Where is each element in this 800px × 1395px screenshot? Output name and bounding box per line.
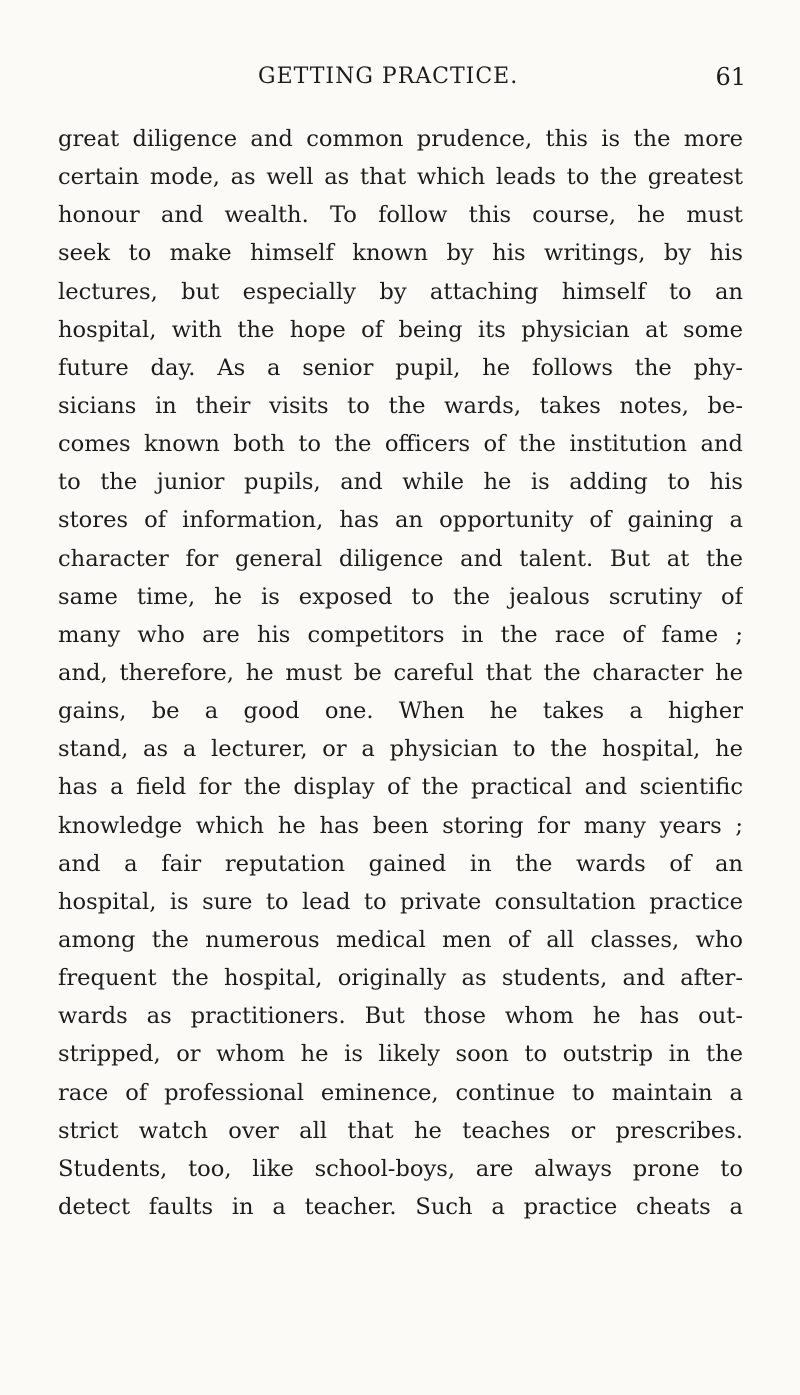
chapter-heading: GETTING PRACTICE. bbox=[258, 64, 519, 89]
running-head bbox=[0, 62, 800, 102]
text-line: great diligence and common prudence, this is the more bbox=[58, 126, 743, 152]
text-line: knowledge which he has been storing for many years ; bbox=[58, 812, 743, 839]
text-line: stand, as a lecturer, or a physician to the hospital, he bbox=[58, 736, 743, 763]
text-line: detect faults in a teacher. Such a practice cheats a bbox=[58, 1193, 743, 1220]
text-line: wards as practitioners. But those whom he has out- bbox=[58, 1003, 743, 1030]
text-line: future day. As a senior pupil, he follows the phy- bbox=[58, 354, 743, 381]
text-line: strict watch over all that he teaches or prescribes. bbox=[58, 1117, 743, 1144]
text-line: frequent the hospital, originally as students, and after- bbox=[58, 965, 743, 992]
text-line: among the numerous medical men of all classes, who bbox=[58, 926, 743, 953]
text-line: stripped, or whom he is likely soon to outstrip in the bbox=[58, 1041, 743, 1068]
text-line: certain mode, as well as that which leads to the greatest bbox=[58, 164, 743, 191]
text-line: hospital, with the hope of being its physician at some bbox=[58, 316, 743, 343]
text-line: and a fair reputation gained in the wards of an bbox=[58, 850, 743, 877]
body-text bbox=[58, 120, 743, 1226]
text-line: honour and wealth. To follow this course, he must bbox=[58, 202, 743, 229]
text-line: many who are his competitors in the race of fame ; bbox=[58, 621, 743, 648]
text-line: stores of information, has an opportunity of gaining a bbox=[58, 507, 743, 534]
text-line: character for general diligence and talent. But at the bbox=[58, 545, 743, 572]
text-line: race of professional eminence, continue to maintain a bbox=[58, 1079, 743, 1106]
text-line: has a field for the display of the practical and scientific bbox=[58, 774, 743, 801]
page-number: 61 bbox=[715, 63, 746, 91]
text-line: to the junior pupils, and while he is adding to his bbox=[58, 469, 743, 496]
text-line: gains, be a good one. When he takes a higher bbox=[58, 698, 743, 725]
text-line: seek to make himself known by his writings, by his bbox=[58, 240, 743, 267]
text-line: sicians in their visits to the wards, takes notes, be- bbox=[58, 392, 743, 419]
text-line: and, therefore, he must be careful that the character he bbox=[58, 659, 743, 686]
text-line: lectures, but especially by attaching himself to an bbox=[58, 278, 743, 305]
text-line: same time, he is exposed to the jealous scrutiny of bbox=[58, 583, 743, 610]
text-line: hospital, is sure to lead to private consultation practice bbox=[58, 888, 743, 915]
text-line: Students, too, like school-boys, are always prone to bbox=[58, 1155, 743, 1182]
text-line: comes known both to the officers of the institution and bbox=[58, 431, 743, 458]
